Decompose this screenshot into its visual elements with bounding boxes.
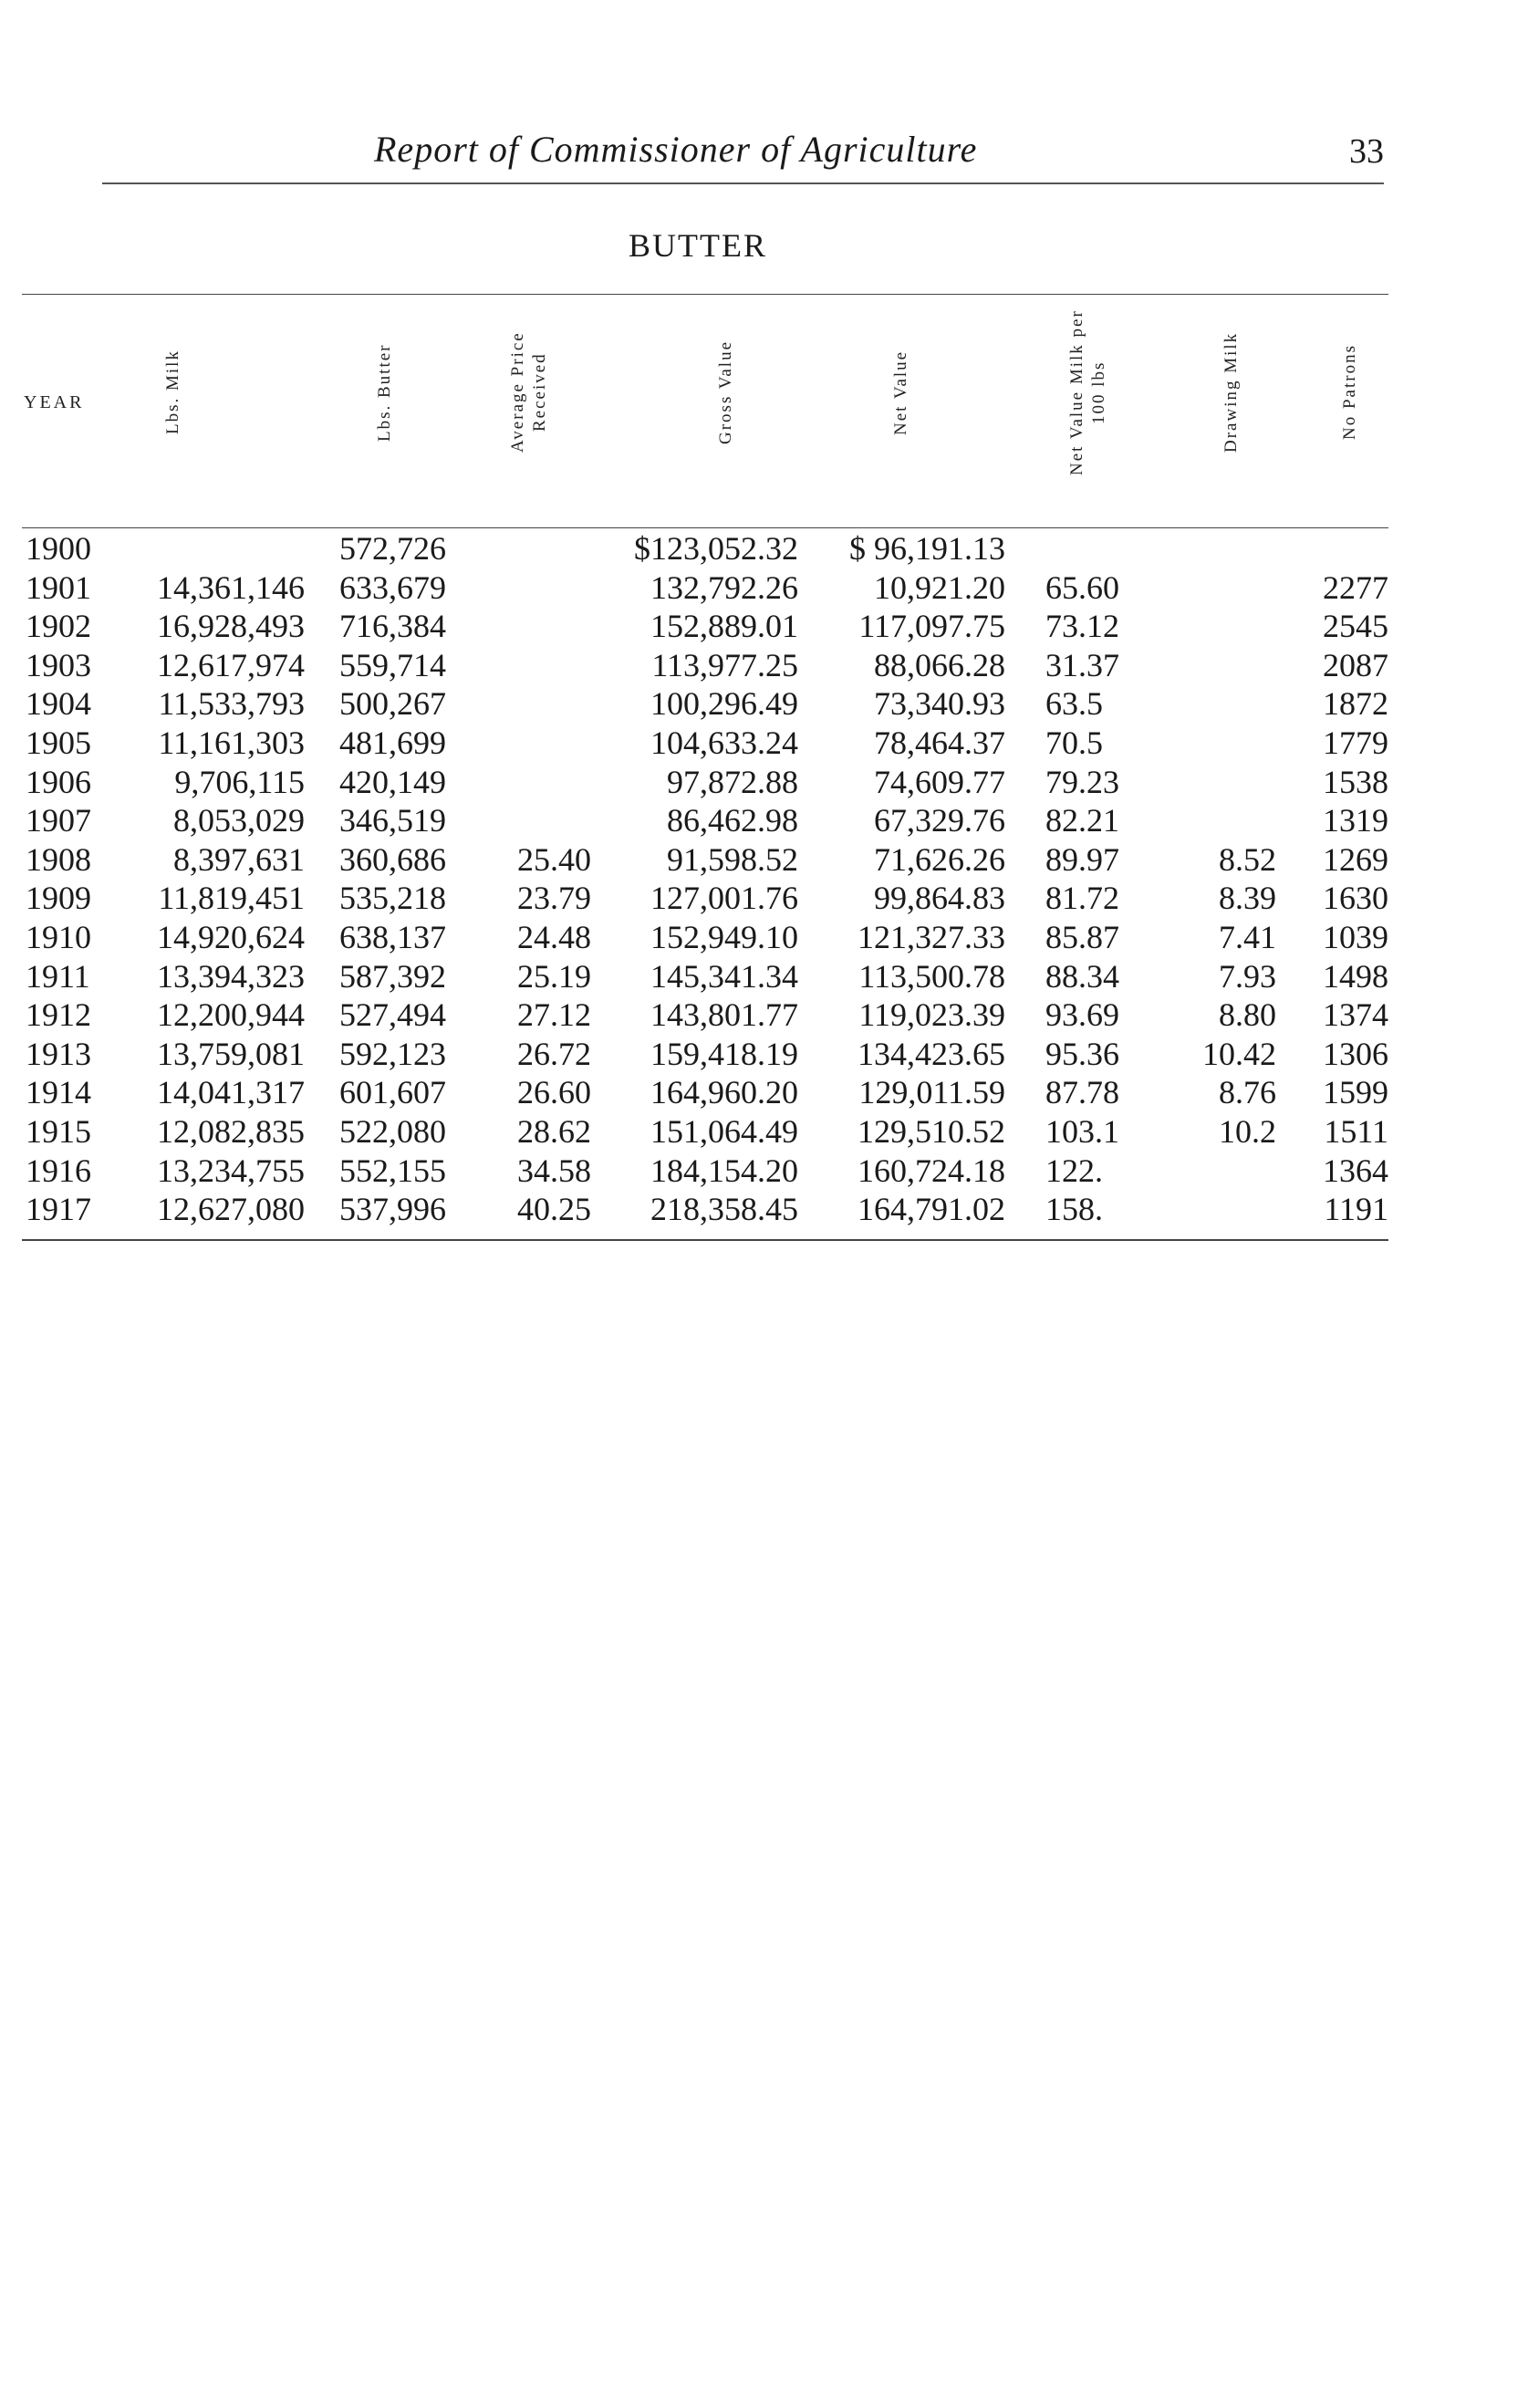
running-head	[0, 128, 1528, 173]
cell-year: 1908	[26, 840, 91, 878]
col-head-average-price: Average Price Received	[508, 331, 549, 453]
cell-gross-value: 100,296.49	[650, 685, 798, 723]
cell-gross-value: 132,792.26	[650, 568, 798, 606]
table-bottom-rule	[22, 1239, 1388, 1241]
cell-net-value-milk: 81.72	[1045, 880, 1119, 917]
cell-net-value: 71,626.26	[874, 840, 1005, 878]
cell-gross-value: 143,801.77	[650, 996, 798, 1034]
cell-net-value: 134,423.65	[858, 1035, 1005, 1072]
col-head-net-value-milk: Net Value Milk per 100 lbs	[1067, 309, 1108, 475]
cell-year: 1900	[26, 530, 91, 567]
cell-lbs-butter: 633,679	[339, 568, 446, 606]
cell-lbs-butter: 592,123	[339, 1035, 446, 1072]
cell-year: 1906	[26, 763, 91, 800]
cell-gross-value: 151,064.49	[650, 1113, 798, 1150]
cell-average-price: 27.12	[517, 996, 591, 1034]
cell-average-price: 25.40	[517, 840, 591, 878]
cell-lbs-butter: 527,494	[339, 996, 446, 1034]
cell-average-price: 26.72	[517, 1035, 591, 1072]
cell-net-value: 113,500.78	[858, 957, 1005, 995]
cell-lbs-milk: 11,533,793	[158, 685, 305, 723]
cell-no-patrons: 1269	[1323, 840, 1388, 878]
cell-year: 1907	[26, 802, 91, 839]
cell-net-value: 121,327.33	[858, 919, 1005, 955]
cell-lbs-butter: 638,137	[339, 919, 446, 955]
cell-year: 1915	[26, 1113, 91, 1150]
running-title: Report of Commissioner of Agriculture	[374, 129, 978, 170]
cell-gross-value: 152,949.10	[650, 919, 798, 955]
header-rule	[102, 182, 1384, 184]
cell-no-patrons: 1630	[1323, 880, 1388, 917]
cell-no-patrons: 1319	[1323, 802, 1388, 839]
cell-lbs-milk: 11,161,303	[158, 724, 305, 761]
cell-gross-value: 113,977.25	[651, 646, 798, 683]
cell-net-value-milk: 79.23	[1045, 763, 1119, 800]
cell-net-value: 129,510.52	[858, 1113, 1005, 1150]
cell-lbs-butter: 500,267	[339, 685, 446, 723]
cell-average-price: 23.79	[517, 880, 591, 917]
cell-gross-value: $123,052.32	[634, 530, 798, 567]
table-row	[0, 840, 1528, 879]
cell-lbs-milk: 12,200,944	[157, 996, 305, 1034]
cell-lbs-milk: 14,041,317	[157, 1074, 305, 1111]
cell-no-patrons: 1872	[1323, 685, 1388, 723]
cell-no-patrons: 1511	[1324, 1113, 1388, 1150]
cell-net-value-milk: 103.1	[1045, 1113, 1119, 1150]
cell-year: 1914	[26, 1074, 91, 1111]
cell-year: 1916	[26, 1152, 91, 1189]
cell-gross-value: 86,462.98	[667, 802, 798, 839]
cell-net-value: 117,097.75	[858, 608, 1005, 645]
cell-no-patrons: 1374	[1323, 996, 1388, 1034]
cell-drawing-milk: 10.42	[1202, 1035, 1276, 1072]
cell-net-value-milk: 158.	[1045, 1191, 1103, 1228]
col-head-gross-value: Gross Value	[716, 340, 735, 445]
table-row	[0, 801, 1528, 839]
cell-lbs-milk: 16,928,493	[157, 608, 305, 645]
cell-average-price: 34.58	[517, 1152, 591, 1189]
cell-net-value: 88,066.28	[874, 646, 1005, 683]
cell-lbs-butter: 537,996	[339, 1191, 446, 1228]
cell-year: 1902	[26, 608, 91, 645]
cell-lbs-milk: 13,759,081	[157, 1035, 305, 1072]
cell-average-price: 24.48	[517, 919, 591, 955]
cell-net-value: 119,023.39	[858, 996, 1005, 1034]
table-row	[0, 957, 1528, 996]
table-row	[0, 763, 1528, 801]
cell-no-patrons: 1039	[1323, 919, 1388, 955]
table-row	[0, 646, 1528, 684]
cell-no-patrons: 1364	[1323, 1152, 1388, 1189]
cell-net-value: 67,329.76	[874, 802, 1005, 839]
cell-net-value-milk: 65.60	[1045, 568, 1119, 606]
cell-net-value-milk: 63.5	[1045, 685, 1103, 723]
cell-net-value: 99,864.83	[874, 880, 1005, 917]
cell-net-value: 78,464.37	[874, 724, 1005, 761]
cell-net-value: 73,340.93	[874, 685, 1005, 723]
cell-net-value-milk: 89.97	[1045, 840, 1119, 878]
cell-gross-value: 164,960.20	[650, 1074, 798, 1111]
cell-lbs-butter: 535,218	[339, 880, 446, 917]
cell-lbs-milk: 13,234,755	[157, 1152, 305, 1189]
cell-net-value: $ 96,191.13	[849, 530, 1005, 567]
cell-gross-value: 159,418.19	[650, 1035, 798, 1072]
table-row	[0, 529, 1528, 568]
cell-net-value-milk: 93.69	[1045, 996, 1119, 1034]
cell-net-value: 10,921.20	[874, 568, 1005, 606]
cell-drawing-milk: 8.52	[1219, 840, 1276, 878]
cell-year: 1910	[26, 919, 91, 955]
table-header-rule	[22, 527, 1388, 528]
cell-lbs-butter: 481,699	[339, 724, 446, 761]
cell-lbs-milk: 12,617,974	[157, 646, 305, 683]
table-row	[0, 1112, 1528, 1151]
cell-lbs-milk: 9,706,115	[174, 763, 305, 800]
col-head-year: YEAR	[24, 392, 85, 412]
cell-no-patrons: 2545	[1323, 608, 1388, 645]
cell-average-price: 25.19	[517, 957, 591, 995]
table-row	[0, 607, 1528, 645]
table-row	[0, 1152, 1528, 1190]
cell-lbs-milk: 12,082,835	[157, 1113, 305, 1150]
cell-net-value-milk: 88.34	[1045, 957, 1119, 995]
table-row	[0, 996, 1528, 1034]
col-head-lbs-milk: Lbs. Milk	[163, 349, 182, 435]
cell-net-value: 129,011.59	[858, 1074, 1005, 1111]
cell-lbs-milk: 14,920,624	[157, 919, 305, 955]
cell-lbs-butter: 360,686	[339, 840, 446, 878]
cell-average-price: 40.25	[517, 1191, 591, 1228]
cell-year: 1917	[26, 1191, 91, 1228]
cell-drawing-milk: 8.80	[1219, 996, 1276, 1034]
cell-year: 1901	[26, 568, 91, 606]
cell-lbs-butter: 346,519	[339, 802, 446, 839]
cell-drawing-milk: 7.93	[1219, 957, 1276, 995]
cell-net-value-milk: 70.5	[1045, 724, 1103, 761]
table-row	[0, 1035, 1528, 1073]
cell-gross-value: 145,341.34	[650, 957, 798, 995]
cell-year: 1912	[26, 996, 91, 1034]
cell-drawing-milk: 8.76	[1219, 1074, 1276, 1111]
col-head-drawing-milk: Drawing Milk	[1221, 331, 1241, 453]
cell-lbs-milk: 14,361,146	[157, 568, 305, 606]
table-row	[0, 568, 1528, 607]
cell-net-value-milk: 73.12	[1045, 608, 1119, 645]
cell-no-patrons: 1306	[1323, 1035, 1388, 1072]
cell-net-value-milk: 87.78	[1045, 1074, 1119, 1111]
cell-lbs-butter: 572,726	[339, 530, 446, 567]
cell-net-value-milk: 85.87	[1045, 919, 1119, 955]
table-row	[0, 724, 1528, 762]
cell-net-value: 160,724.18	[858, 1152, 1005, 1189]
cell-no-patrons: 1599	[1323, 1074, 1388, 1111]
cell-year: 1913	[26, 1035, 91, 1072]
cell-net-value-milk: 31.37	[1045, 646, 1119, 683]
page-number: 33	[1349, 132, 1384, 171]
table-top-rule	[22, 294, 1388, 295]
cell-lbs-butter: 559,714	[339, 646, 446, 683]
cell-gross-value: 152,889.01	[650, 608, 798, 645]
cell-lbs-milk: 11,819,451	[158, 880, 305, 917]
table-row	[0, 918, 1528, 956]
cell-drawing-milk: 7.41	[1219, 919, 1276, 955]
cell-lbs-butter: 522,080	[339, 1113, 446, 1150]
cell-net-value-milk: 122.	[1045, 1152, 1103, 1189]
cell-year: 1904	[26, 685, 91, 723]
cell-gross-value: 127,001.76	[650, 880, 798, 917]
table-row	[0, 879, 1528, 917]
table-row	[0, 1190, 1528, 1228]
cell-average-price: 28.62	[517, 1113, 591, 1150]
col-head-no-patrons: No Patrons	[1340, 344, 1359, 441]
cell-average-price: 26.60	[517, 1074, 591, 1111]
cell-year: 1905	[26, 724, 91, 761]
cell-year: 1909	[26, 880, 91, 917]
table-row	[0, 1073, 1528, 1111]
section-title: BUTTER	[629, 227, 767, 264]
cell-gross-value: 218,358.45	[650, 1191, 798, 1228]
cell-lbs-butter: 716,384	[339, 608, 446, 645]
cell-net-value-milk: 95.36	[1045, 1035, 1119, 1072]
cell-lbs-milk: 8,397,631	[173, 840, 305, 878]
cell-drawing-milk: 8.39	[1219, 880, 1276, 917]
cell-lbs-milk: 12,627,080	[157, 1191, 305, 1228]
cell-gross-value: 184,154.20	[650, 1152, 798, 1189]
table-row	[0, 684, 1528, 723]
cell-lbs-butter: 420,149	[339, 763, 446, 800]
cell-year: 1903	[26, 646, 91, 683]
cell-gross-value: 97,872.88	[667, 763, 798, 800]
cell-lbs-milk: 13,394,323	[157, 957, 305, 995]
cell-lbs-butter: 587,392	[339, 957, 446, 995]
cell-gross-value: 91,598.52	[667, 840, 798, 878]
cell-net-value: 164,791.02	[858, 1191, 1005, 1228]
cell-lbs-butter: 601,607	[339, 1074, 446, 1111]
cell-net-value: 74,609.77	[874, 763, 1005, 800]
cell-lbs-butter: 552,155	[339, 1152, 446, 1189]
cell-gross-value: 104,633.24	[650, 724, 798, 761]
cell-no-patrons: 1538	[1323, 763, 1388, 800]
cell-no-patrons: 1779	[1323, 724, 1388, 761]
cell-drawing-milk: 10.2	[1219, 1113, 1276, 1150]
cell-no-patrons: 2277	[1323, 568, 1388, 606]
cell-year: 1911	[26, 957, 90, 995]
cell-net-value-milk: 82.21	[1045, 802, 1119, 839]
cell-no-patrons: 1498	[1323, 957, 1388, 995]
col-head-net-value: Net Value	[891, 349, 910, 435]
cell-no-patrons: 2087	[1323, 646, 1388, 683]
cell-no-patrons: 1191	[1324, 1191, 1388, 1228]
col-head-lbs-butter: Lbs. Butter	[375, 343, 394, 442]
cell-lbs-milk: 8,053,029	[173, 802, 305, 839]
